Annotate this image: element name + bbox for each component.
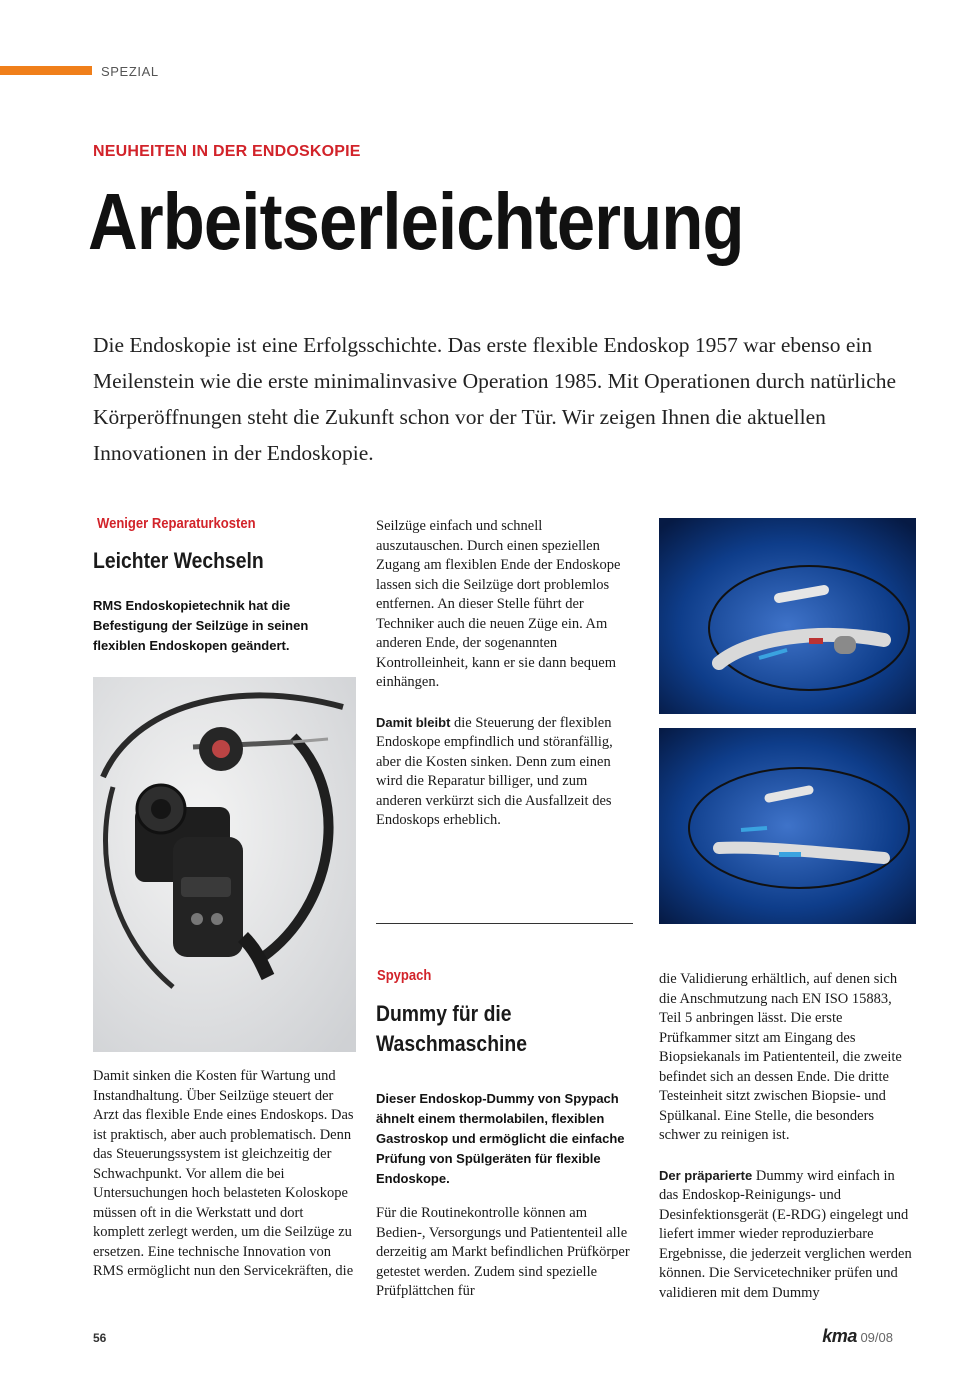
article-kicker: NEUHEITEN IN DER ENDOSKOPIE [93,143,361,160]
story2-body-col1: Für die Routinekontrolle können am Bedien-, Versorgungs und Patiententeil alle derzeitig am Markt befindlichen Prüfkörper getestet werden. Zudem sind spezielle Prüfplättchen für [376,1205,630,1299]
section-divider [376,923,633,924]
story1-rubric: Weniger Reparaturkosten [97,516,256,532]
section-accent-bar [0,66,92,75]
story2-body-col2-text2: Dummy wird einfach in das Endoskop-Reinigungs- und Desinfektionsgerät (E-RDG) eingelegt und liefert immer wieder reproduzierbare Ergebnisse, die jederzeit verglichen werden können. Die Servicetechniker prüfen und validieren mit dem Dummy [659,1167,912,1301]
page-number: 56 [93,1331,107,1345]
story1-body-col2-para2 [376,713,633,831]
story2-leadin: Der präparierte [659,1167,753,1183]
story1-leadin: Damit bleibt [376,714,451,730]
spypach-photo-top [659,518,916,714]
footer-brand [822,1326,893,1347]
story2-title: Dummy für die Waschmaschine [376,1001,528,1056]
spypach-photo-bottom [659,728,916,924]
story2-body-col2-para2 [659,1166,916,1304]
story1-body-col2-text2: die Steuerung der flexiblen Endoskope empfindlich und störanfällig, aber die Kosten sinken. Denn zum einen wird die Reparatur billiger, und zum anderen verkürzt sich die Ausfallzeit des Endoskops erheblich. [376,714,613,828]
story2-rubric: Spypach [377,968,432,984]
story2-body-col2 [659,970,916,1303]
story1-body-col1: Damit sinken die Kosten für Wartung und Instandhaltung. Über Seilzüge steuert der Arzt das flexible Ende eines Endoskops. Das ist praktisch, aber auch problematisch. Denn das Steuerungssystem ist gleichzeitig der Schwachpunkt. Vor allem die bei Untersuchungen hoch belasteten Koloskope müssen oft in die Werkstatt und dort komplett zerlegt werden, um die Seilzüge zu ersetzen. Eine technische Innovation von RMS ermöglicht nun den Servicekräften, die [93,1068,354,1279]
story2-body-col2-text: die Validierung erhältlich, auf denen sich die Anschmutzung nach EN ISO 15883, Teil 5 anbringen lässt. Die erste Prüfkammer sitzt am Eingang des Biopsiekanals im Patiententeil, die zweite befindet sich an dessen Ende. Die dritte Testeinheit sitzt zwischen Biopsie- und Spülkanal. Eine Stelle, die besonders schwer zu reinigen ist. [659,971,902,1143]
story1-body-col2 [376,517,633,831]
issue-label: 09/08 [860,1330,893,1345]
story2-teaser: Dieser Endoskop-Dummy von Spypach ähnelt einem thermolabilen, flexiblen Gastroskop und ermöglicht die einfache Prüfung von Spülgeräten für flexible Endoskope. [376,1091,625,1186]
article-lead: Die Endoskopie ist eine Erfolgsschichte. Das erste flexible Endoskop 1957 war ebenso ein Meilenstein wie die erste minimalinvasive Operation 1985. Mit Operationen durch natürliche Körperöffnungen steht die Zukunft schon vor der Tür. Wir zeigen Ihnen die aktuellen Innovationen in der Endoskopie. [93,333,897,465]
section-label: SPEZIAL [101,64,159,79]
magazine-logo: kma [822,1326,857,1346]
story1-body-col2-text: Seilzüge einfach und schnell auszutauschen. Durch einen speziellen Zugang am flexiblen Ende der Endoskope lassen sich die Seilzüge dort problemlos entfernen. An dieser Stelle führt der Techniker auch die neuen Züge ein. Am anderen Ende, der sogenannten Kontrolleinheit, kann er sie dann bequem einhängen. [376,518,621,690]
story1-title: Leichter Wechseln [93,548,264,573]
story1-teaser: RMS Endoskopietechnik hat die Befestigung der Seilzüge in seinen flexiblen Endoskopen geändert. [93,598,309,653]
endoscope-photo [93,677,356,1052]
article-headline: Arbeitserleichterung [88,177,744,266]
